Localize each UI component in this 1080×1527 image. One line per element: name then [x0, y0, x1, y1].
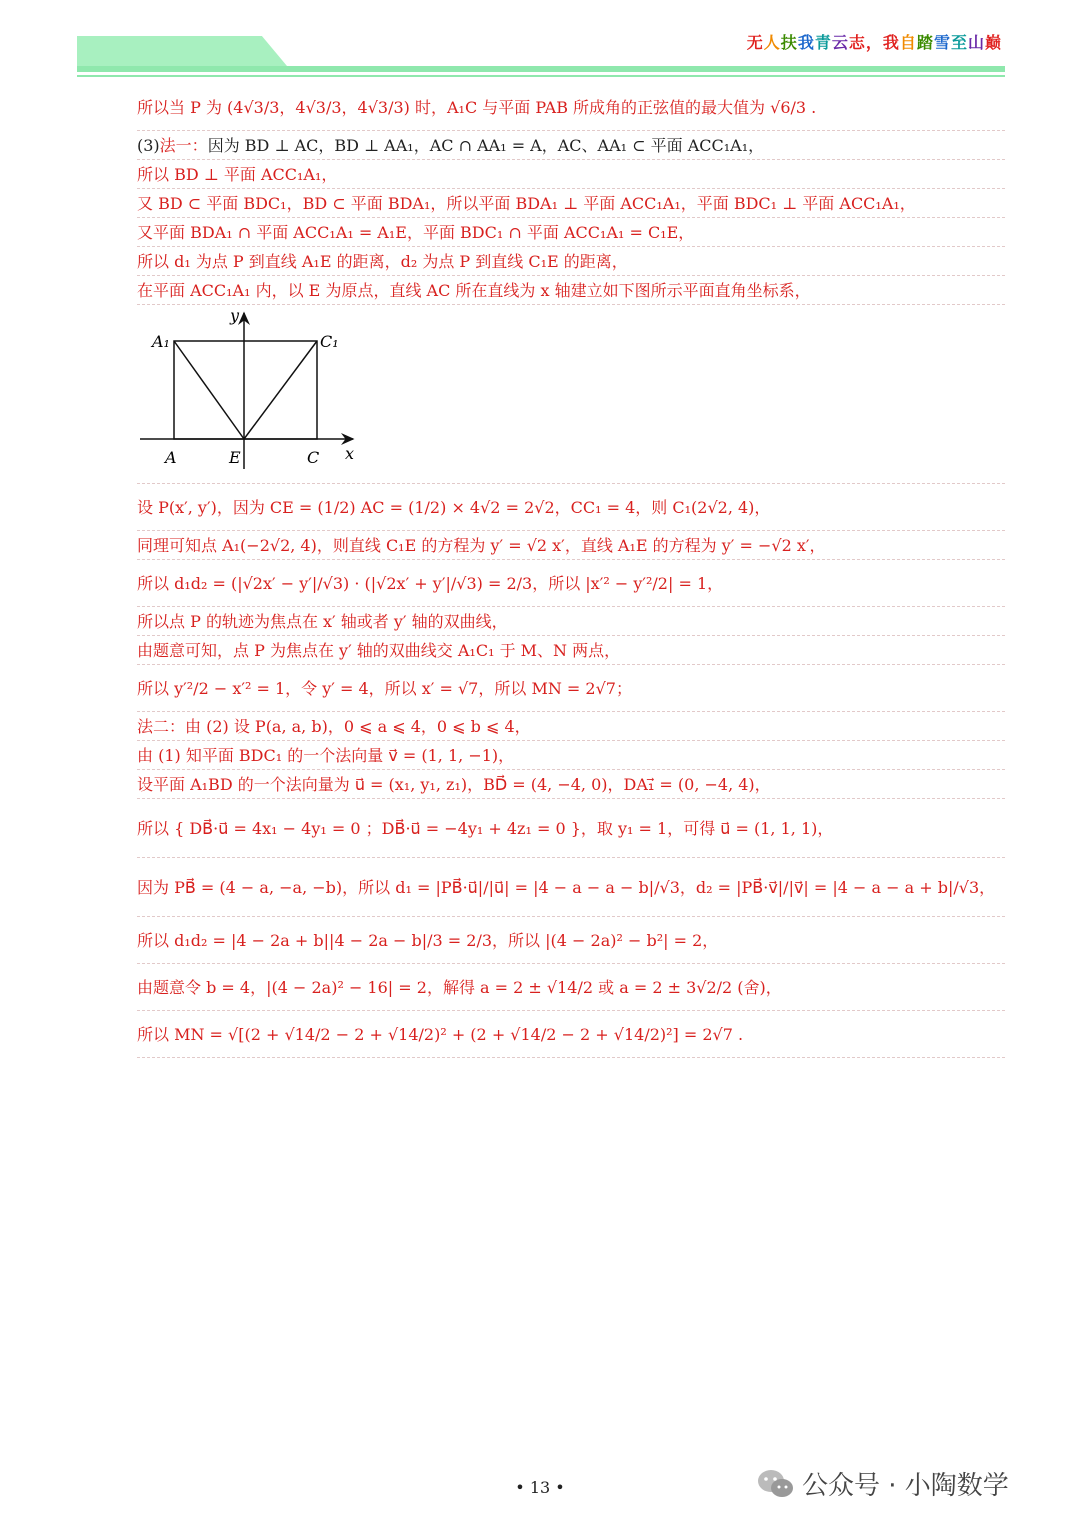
header-rule-thin	[77, 75, 1005, 77]
watermark-text: 公众号 · 小陶数学	[802, 1471, 1009, 1501]
line-text: 法二：由 (2) 设 P(a, a, b)，0 ⩽ a ⩽ 4，0 ⩽ b ⩽ 4，	[137, 717, 531, 736]
header-motto	[747, 30, 1002, 53]
motto-char: 踏	[916, 33, 934, 52]
line-text: 所以当 P 为 (4√3/3，4√3/3，4√3/3) 时，A₁C 与平面 PAB 所成角的正弦值的最大值为 √6/3 .	[137, 98, 817, 117]
motto-char: 山	[967, 33, 985, 52]
motto-char: 自	[899, 33, 917, 52]
solution-line	[137, 607, 1005, 636]
motto-char: 雪	[933, 33, 951, 52]
segment-c1e	[244, 341, 317, 439]
line-text: 因为 PB⃗ = (4 − a, −a, −b)，所以 d₁ = |PB⃗·u⃗|/|u⃗| = |4 − a − a − b|/√3，d₂ = |PB⃗·v⃗|/|v⃗| = |4 − a − a + b|/√3，	[137, 878, 996, 897]
solution-line	[137, 858, 1005, 917]
line-text: 所以 y′²/2 − x′² = 1，令 y′ = 4，所以 x′ = √7，所以 MN = 2√7；	[137, 679, 632, 698]
solution-line	[137, 964, 1005, 1011]
label-y: y	[230, 307, 240, 325]
solution-lines-part1	[137, 84, 1005, 305]
solution-line	[137, 770, 1005, 799]
solution-line	[137, 131, 1005, 160]
motto-char: 扶	[780, 33, 798, 52]
solution-line	[137, 160, 1005, 189]
line-text: 所以 d₁d₂ = |4 − 2a + b||4 − 2a − b|/3 = 2/3，所以 |(4 − 2a)² − b²| = 2，	[137, 931, 719, 950]
solution-line	[137, 531, 1005, 560]
line-text: 所以点 P 的轨迹为焦点在 x′ 轴或者 y′ 轴的双曲线，	[137, 612, 508, 631]
solution-line	[137, 84, 1005, 131]
line-text: 同理可知点 A₁(−2√2, 4)，则直线 C₁E 的方程为 y′ = √2 x′，直线 A₁E 的方程为 y′ = −√2 x′，	[137, 536, 826, 555]
line-text: 所以 BD ⊥ 平面 ACC₁A₁，	[137, 165, 338, 184]
line-text: 因为 BD ⊥ AC，BD ⊥ AA₁，AC ∩ AA₁ = A，AC、AA₁ ⊂ 平面 ACC₁A₁，	[207, 136, 765, 155]
motto-char: 青	[814, 33, 832, 52]
line-text: 设平面 A₁BD 的一个法向量为 u⃗ = (x₁, y₁, z₁)，BD⃗ = (4, −4, 0)，DA₁⃗ = (0, −4, 4)，	[137, 775, 771, 794]
line-text: 所以 d₁d₂ = (|√2x′ − y′|/√3) · (|√2x′ + y′|/√3) = 2/3，所以 |x′² − y′²/2| = 1，	[137, 574, 724, 593]
line-text: 所以 d₁ 为点 P 到直线 A₁E 的距离，d₂ 为点 P 到直线 C₁E 的距离，	[137, 252, 628, 271]
coordinate-diagram	[137, 307, 377, 479]
motto-char: 至	[950, 33, 968, 52]
solution-line	[137, 247, 1005, 276]
motto-char: 无	[746, 33, 764, 52]
motto-char: 志	[848, 33, 866, 52]
coordinate-figure	[137, 305, 1005, 484]
solution-line	[137, 484, 1005, 531]
line-text: 在平面 ACC₁A₁ 内，以 E 为原点，直线 AC 所在直线为 x 轴建立如下图所示平面直角坐标系，	[137, 281, 811, 300]
line-text: 所以 MN = √[(2 + √14/2 − 2 + √14/2)² + (2 + √14/2 − 2 + √14/2)²] = 2√7 .	[137, 1025, 744, 1044]
motto-char: 巅	[984, 33, 1002, 52]
solution-lines-part2	[137, 484, 1005, 1058]
label-a1: A₁	[152, 332, 170, 351]
motto-char: 我	[882, 33, 900, 52]
solution-line	[137, 560, 1005, 607]
segment-a1e	[174, 341, 244, 439]
header-rule	[77, 66, 1005, 72]
solution-line	[137, 276, 1005, 305]
part-number: (3)	[137, 136, 160, 155]
line-text: 由 (1) 知平面 BDC₁ 的一个法向量 v⃗ = (1, 1, −1)，	[137, 746, 515, 765]
motto-char: 我	[797, 33, 815, 52]
motto-char: ，	[865, 33, 883, 52]
label-x: x	[345, 444, 355, 463]
wechat-icon	[756, 1468, 796, 1500]
solution-content	[137, 84, 1005, 1058]
label-c: C	[307, 448, 320, 467]
line-text: 设 P(x′, y′)，因为 CE = (1/2) AC = (1/2) × 4√2 = 2√2，CC₁ = 4，则 C₁(2√2, 4)，	[137, 498, 771, 517]
line-text: 由题意令 b = 4，|(4 − 2a)² − 16| = 2，解得 a = 2 ± √14/2 或 a = 2 ± 3√2/2 (舍)，	[137, 978, 782, 997]
label-c1: C₁	[320, 332, 339, 351]
solution-line	[137, 1011, 1005, 1058]
line-text: 又平面 BDA₁ ∩ 平面 ACC₁A₁ = A₁E，平面 BDC₁ ∩ 平面 ACC₁A₁ = C₁E，	[137, 223, 695, 242]
line-text: 所以 { DB⃗·u⃗ = 4x₁ − 4y₁ = 0 ；DB⃗·u⃗ = −4y₁ + 4z₁ = 0 }，取 y₁ = 1，可得 u⃗ = (1, 1, 1)，	[137, 819, 834, 838]
solution-line	[137, 636, 1005, 665]
label-a: A	[165, 448, 177, 467]
line-text: 又 BD ⊂ 平面 BDC₁，BD ⊂ 平面 BDA₁，所以平面 BDA₁ ⊥ 平面 ACC₁A₁，平面 BDC₁ ⊥ 平面 ACC₁A₁，	[137, 194, 916, 213]
solution-line	[137, 741, 1005, 770]
motto-char: 云	[831, 33, 849, 52]
motto-char: 人	[763, 33, 781, 52]
rectangle-acc1a1	[174, 341, 317, 439]
method-label: 法一：	[159, 136, 208, 155]
solution-line	[137, 712, 1005, 741]
label-e: E	[229, 448, 241, 467]
solution-line	[137, 917, 1005, 964]
page-number: • 13 •	[515, 1478, 565, 1497]
watermark	[756, 1465, 1009, 1502]
solution-line	[137, 218, 1005, 247]
solution-line	[137, 665, 1005, 712]
line-text: 由题意可知，点 P 为焦点在 y′ 轴的双曲线交 A₁C₁ 于 M、N 两点，	[137, 641, 621, 660]
solution-line	[137, 799, 1005, 858]
solution-line	[137, 189, 1005, 218]
